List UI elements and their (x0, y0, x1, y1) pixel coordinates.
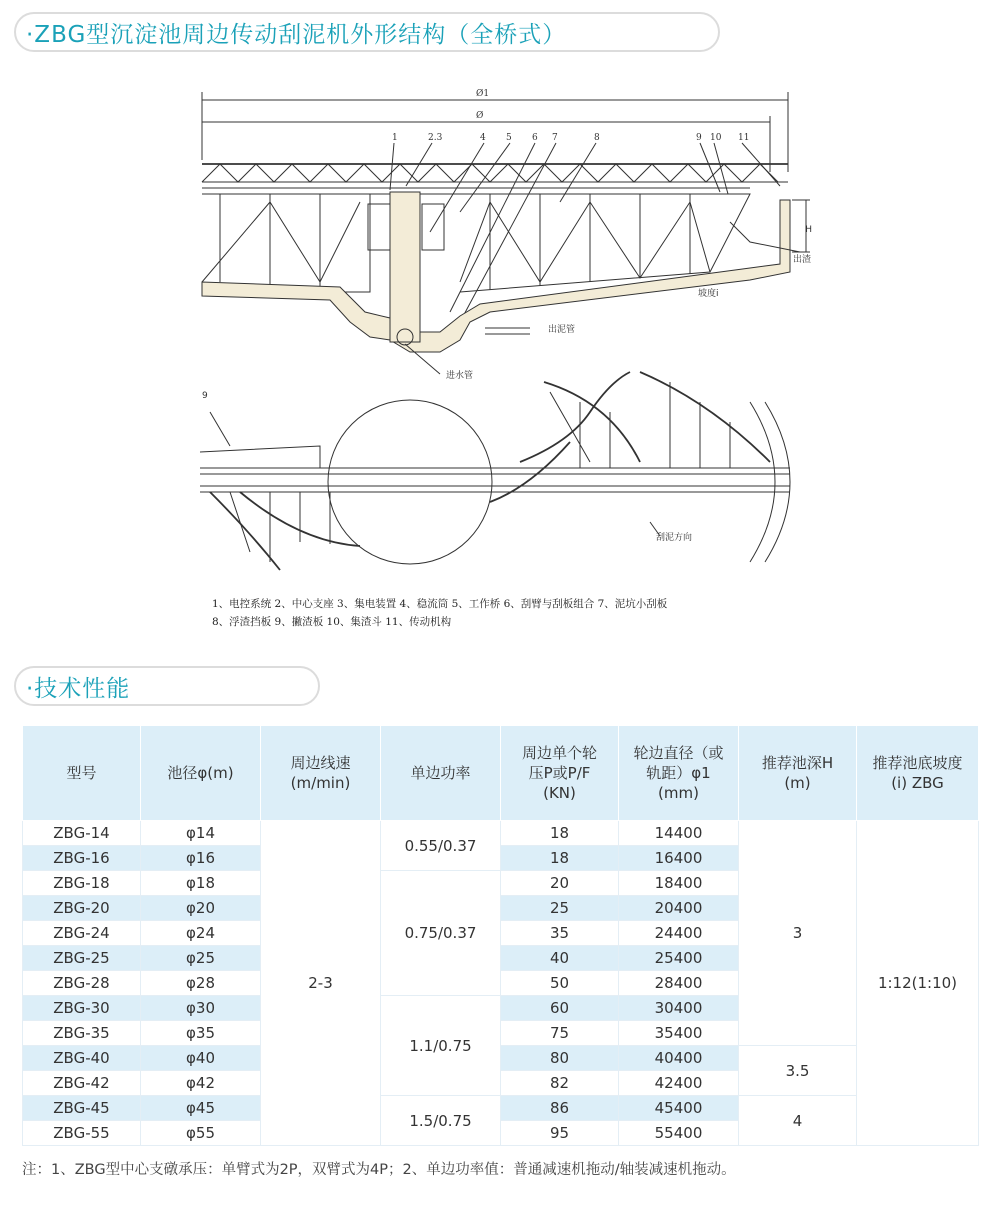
label-H: H (805, 225, 812, 235)
table-header-line: 单边功率 (410, 764, 471, 782)
wheel-diameter-cell: 45400 (619, 1096, 739, 1121)
label-slope: 坡度i (698, 289, 719, 299)
plan-view (200, 372, 790, 570)
wheel-diameter-cell: 30400 (619, 996, 739, 1021)
model-cell: ZBG-45 (23, 1096, 141, 1121)
speed-cell: 2-3 (261, 821, 381, 1146)
part-4: 4 (480, 133, 486, 143)
model-cell: ZBG-16 (23, 846, 141, 871)
diameter-cell: φ55 (141, 1121, 261, 1146)
table-header-line: 推荐池底坡度 (872, 754, 963, 772)
wheel-diameter-cell: 16400 (619, 846, 739, 871)
table-header-cell (501, 726, 619, 821)
wheel-diameter-cell: 55400 (619, 1121, 739, 1146)
wheel-pressure-cell: 82 (501, 1071, 619, 1096)
part-1: 1 (392, 133, 398, 143)
tank-wall (202, 200, 790, 352)
depth-cell: 3 (739, 821, 857, 1046)
table-header-cell (23, 726, 141, 821)
footnote: 注：1、ZBG型中心支礅承压：单臂式为2P，双臂式为4P；2、单边功率值：普通减速机拖动/轴装减速机拖动。 (22, 1162, 736, 1178)
table-header-line: 推荐池深H (761, 754, 834, 772)
diameter-cell: φ14 (141, 821, 261, 846)
diameter-cell: φ25 (141, 946, 261, 971)
diagram-legend-line-2: 8、浮渣挡板 9、撇渣板 10、集渣斗 11、传动机构 (212, 616, 452, 628)
table-header-line: 池径φ(m) (167, 764, 234, 782)
part-number-labels (392, 133, 749, 143)
wheel-diameter-cell: 25400 (619, 946, 739, 971)
table-body (23, 821, 979, 1146)
performance-section-title: ·技术性能 (14, 666, 320, 706)
wheel-pressure-cell: 35 (501, 921, 619, 946)
diameter-cell: φ40 (141, 1046, 261, 1071)
wheel-diameter-cell: 28400 (619, 971, 739, 996)
part-5: 5 (506, 133, 512, 143)
model-cell: ZBG-42 (23, 1071, 141, 1096)
diameter-cell: φ20 (141, 896, 261, 921)
table-row (23, 1046, 979, 1071)
wheel-pressure-cell: 80 (501, 1046, 619, 1071)
wheel-diameter-cell: 14400 (619, 821, 739, 846)
wheel-pressure-cell: 95 (501, 1121, 619, 1146)
wheel-diameter-cell: 35400 (619, 1021, 739, 1046)
model-cell: ZBG-24 (23, 921, 141, 946)
table-header-cell (619, 726, 739, 821)
model-cell: ZBG-25 (23, 946, 141, 971)
power-cell: 1.1/0.75 (381, 996, 501, 1096)
model-cell: ZBG-14 (23, 821, 141, 846)
table-header-cell (261, 726, 381, 821)
wheel-pressure-cell: 20 (501, 871, 619, 896)
table-header-cell (857, 726, 979, 821)
table-header-row (23, 726, 979, 821)
wheel-diameter-cell: 42400 (619, 1071, 739, 1096)
dim-phi-label: Ø (476, 111, 484, 121)
diagram-legend-line-1: 1、电控系统 2、中心支座 3、集电装置 4、稳流筒 5、工作桥 6、刮臂与刮板组合 7、泥坑小刮板 (212, 598, 668, 610)
diameter-cell: φ18 (141, 871, 261, 896)
table-header-cell (381, 726, 501, 821)
label-inlet-pipe: 进水管 (446, 371, 474, 381)
model-cell: ZBG-40 (23, 1046, 141, 1071)
label-outlet-slag: 出渣 (793, 255, 812, 265)
diameter-cell: φ42 (141, 1071, 261, 1096)
wheel-pressure-cell: 18 (501, 821, 619, 846)
table-header-line: (i) ZBG (891, 774, 944, 792)
scraper-arms (202, 194, 750, 292)
table-row (23, 1096, 979, 1121)
part-2-3: 2.3 (428, 133, 443, 143)
table-header-cell (739, 726, 857, 821)
table-header-line: (m) (784, 774, 811, 792)
table-header-line: 型号 (66, 764, 97, 782)
depth-cell: 3.5 (739, 1046, 857, 1096)
table-header-line: (m/min) (290, 774, 351, 792)
table-header-line: 轨距）φ1 (646, 764, 711, 782)
wheel-diameter-cell: 20400 (619, 896, 739, 921)
power-cell: 1.5/0.75 (381, 1096, 501, 1146)
part-8: 8 (594, 133, 600, 143)
model-cell: ZBG-55 (23, 1121, 141, 1146)
model-cell: ZBG-18 (23, 871, 141, 896)
table-header-line: (KN) (543, 784, 576, 802)
table-header-line: 轮边直径（或 (633, 744, 724, 762)
table-header-line: 周边线速 (290, 754, 351, 772)
slope-cell: 1:12(1:10) (857, 821, 979, 1146)
wheel-pressure-cell: 50 (501, 971, 619, 996)
diameter-cell: φ16 (141, 846, 261, 871)
model-cell: ZBG-20 (23, 896, 141, 921)
stabilizer-left (368, 204, 390, 250)
wheel-pressure-cell: 86 (501, 1096, 619, 1121)
wheel-diameter-cell: 40400 (619, 1046, 739, 1071)
model-cell: ZBG-35 (23, 1021, 141, 1046)
wheel-pressure-cell: 18 (501, 846, 619, 871)
bridge-truss (202, 164, 788, 194)
diameter-cell: φ45 (141, 1096, 261, 1121)
table-header-line: 压P或P/F (528, 764, 591, 782)
wheel-pressure-cell: 25 (501, 896, 619, 921)
diameter-cell: φ30 (141, 996, 261, 1021)
structure-diagram (190, 82, 810, 642)
diagram-svg (190, 82, 810, 642)
power-cell: 0.55/0.37 (381, 821, 501, 871)
table-header-cell (141, 726, 261, 821)
model-cell: ZBG-30 (23, 996, 141, 1021)
diameter-cell: φ35 (141, 1021, 261, 1046)
spec-table (22, 725, 979, 1146)
wheel-diameter-cell: 18400 (619, 871, 739, 896)
depth-cell: 4 (739, 1096, 857, 1146)
part-11: 11 (738, 133, 750, 143)
diameter-cell: φ28 (141, 971, 261, 996)
wheel-pressure-cell: 40 (501, 946, 619, 971)
part-10: 10 (710, 133, 722, 143)
center-column (390, 192, 420, 342)
table-row (23, 821, 979, 846)
wheel-pressure-cell: 75 (501, 1021, 619, 1046)
part-7: 7 (552, 133, 558, 143)
diameter-cell: φ24 (141, 921, 261, 946)
part-9: 9 (696, 133, 702, 143)
power-cell: 0.75/0.37 (381, 871, 501, 996)
model-cell: ZBG-28 (23, 971, 141, 996)
wheel-pressure-cell: 60 (501, 996, 619, 1021)
label-sludge-pipe: 出泥管 (548, 325, 576, 335)
structure-section-title: ·ZBG型沉淀池周边传动刮泥机外形结构（全桥式） (14, 12, 720, 52)
table-header-line: (mm) (658, 784, 699, 802)
dim-phi1-label: Ø1 (476, 89, 490, 99)
table-header-line: 周边单个轮 (521, 744, 597, 762)
label-9-plan: 9 (202, 391, 208, 401)
wheel-diameter-cell: 24400 (619, 921, 739, 946)
label-scrape-dir: 刮泥方向 (656, 533, 693, 543)
part-6: 6 (532, 133, 538, 143)
